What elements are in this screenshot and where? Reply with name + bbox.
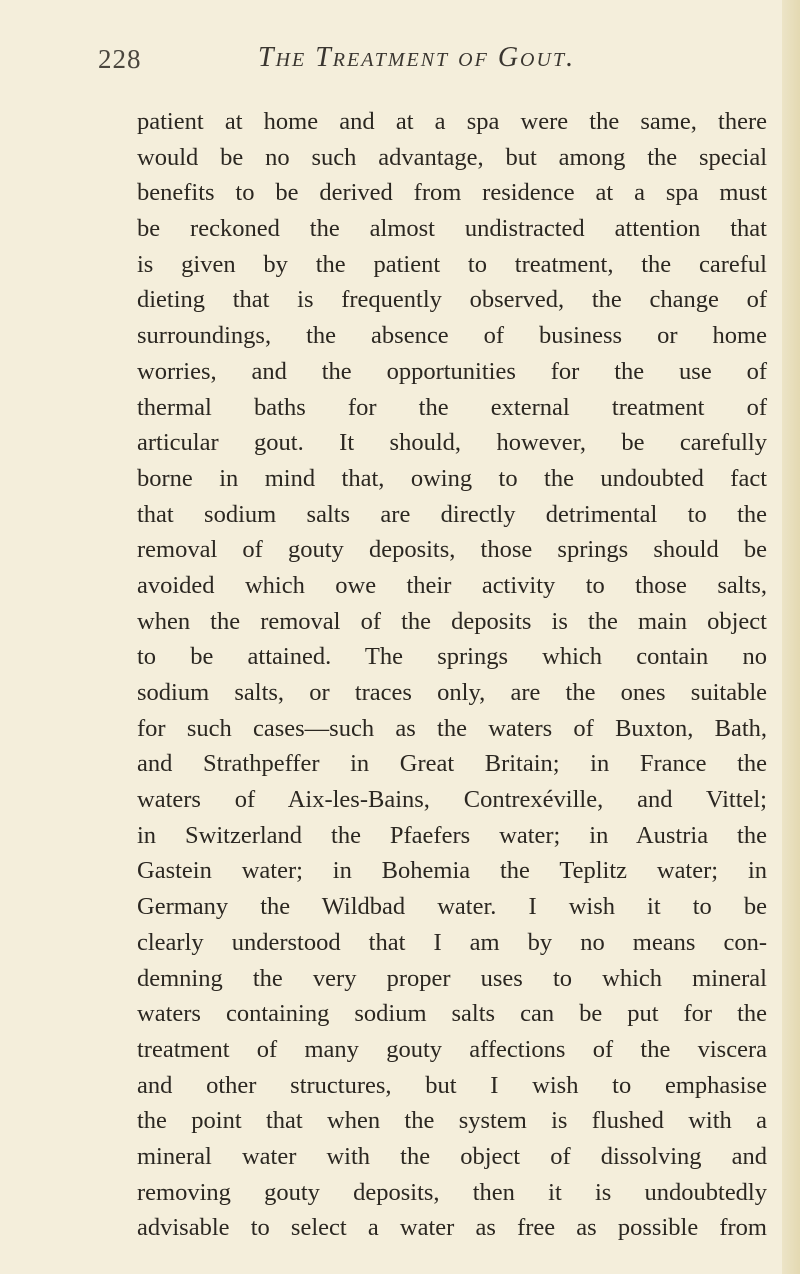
text-line: avoided which owe their activity to those salts, (137, 571, 767, 599)
text-line: waters containing sodium salts can be put for the (137, 1000, 767, 1028)
text-line: the point that when the system is flushed with a (137, 1107, 767, 1135)
text-line: dieting that is frequently observed, the change of (137, 286, 767, 314)
text-line: that sodium salts are directly detrimental to the (137, 500, 767, 528)
text-line: and Strathpeffer in Great Britain; in France the (137, 750, 767, 778)
text-line: is given by the patient to treatment, the careful (137, 250, 767, 278)
text-line: borne in mind that, owing to the undoubted fact (137, 464, 767, 492)
body-text (137, 104, 767, 1246)
text-line: in Switzerland the Pfaefers water; in Austria the (137, 821, 767, 849)
text-line: benefits to be derived from residence at a spa must (137, 179, 767, 207)
text-line: Gastein water; in Bohemia the Teplitz water; in (137, 857, 767, 885)
text-line: sodium salts, or traces only, are the ones suitable (137, 679, 767, 706)
running-title: The Treatment of Gout. (258, 42, 576, 73)
text-line: to be attained. The springs which contain no (137, 643, 767, 671)
text-line: demning the very proper uses to which mineral (137, 964, 767, 992)
text-line: treatment of many gouty affections of the viscera (137, 1035, 767, 1063)
text-line: waters of Aix-les-Bains, Contrexéville, and Vittel; (137, 786, 767, 814)
text-line: Germany the Wildbad water. I wish it to be (137, 893, 767, 921)
text-line: and other structures, but I wish to emphasise (137, 1071, 767, 1099)
page-edge (782, 0, 800, 1274)
text-line: mineral water with the object of dissolving and (137, 1142, 767, 1170)
text-line: removing gouty deposits, then it is undoubtedly (137, 1178, 767, 1206)
text-line: thermal baths for the external treatment of (137, 393, 767, 421)
text-line: worries, and the opportunities for the use of (137, 357, 767, 385)
text-line: be reckoned the almost undistracted attention that (137, 215, 767, 243)
text-line: for such cases—such as the waters of Buxton, Bath, (137, 714, 767, 742)
text-line: would be no such advantage, but among the special (137, 143, 767, 171)
text-line: surroundings, the absence of business or home (137, 322, 767, 350)
text-line: clearly understood that I am by no means con- (137, 928, 767, 956)
text-line: patient at home and at a spa were the same, there (137, 108, 767, 135)
text-line: when the removal of the deposits is the main object (137, 607, 767, 635)
text-line: advisable to select a water as free as possible from (137, 1214, 767, 1242)
running-head (98, 38, 698, 78)
text-line: articular gout. It should, however, be carefully (137, 429, 767, 457)
page-number: 228 (98, 44, 142, 74)
text-line: removal of gouty deposits, those springs should be (137, 536, 767, 564)
